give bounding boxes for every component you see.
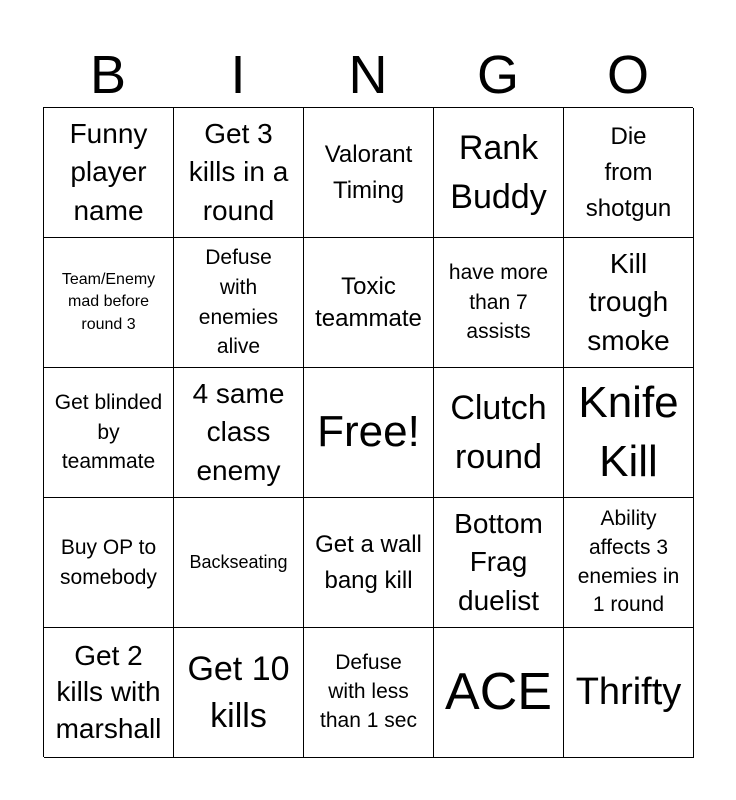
cell-text: Backseating (189, 552, 288, 573)
bingo-cell[interactable] (304, 238, 434, 368)
bingo-cell[interactable] (174, 108, 304, 238)
bingo-cell[interactable] (44, 238, 174, 368)
bingo-cell[interactable] (304, 628, 434, 758)
cell-text: Get 2 kills with marshall (55, 639, 162, 744)
cell-text: Defuse with less than 1 sec (320, 651, 417, 732)
cell-text: Buy OP to somebody (60, 535, 157, 589)
cell-text: Funny player name (69, 118, 148, 226)
bingo-cell[interactable] (174, 238, 304, 368)
bingo-cell[interactable] (564, 498, 694, 628)
bingo-cell[interactable] (564, 368, 694, 498)
bingo-cell[interactable] (434, 108, 564, 238)
cell-text: Bottom Frag duelist (454, 508, 543, 616)
cell-text: Clutch round (450, 388, 547, 476)
cell-text: Toxic teammate (315, 273, 422, 332)
cell-text: Team/Enemy mad before round 3 (61, 270, 156, 333)
cell-text: have more than 7 assists (448, 260, 549, 344)
cell-text: Valorant Timing (324, 140, 413, 204)
cell-text: 4 same class enemy (192, 378, 285, 486)
bingo-cell[interactable] (44, 628, 174, 758)
cell-text: Kill trough smoke (587, 248, 670, 356)
header-letter-o: O (606, 45, 649, 105)
bingo-cell[interactable] (174, 368, 304, 498)
cell-text: Get blinded by teammate (54, 390, 163, 474)
cell-text: ACE (445, 663, 552, 722)
cell-text: Defuse with enemies alive (198, 245, 279, 359)
header-letter-n: N (348, 45, 388, 105)
bingo-cell[interactable] (304, 108, 434, 238)
bingo-board (43, 107, 693, 757)
bingo-cell[interactable] (564, 628, 694, 758)
bingo-cell[interactable] (434, 498, 564, 628)
cell-text: Free! (317, 407, 420, 457)
bingo-cell[interactable] (564, 238, 694, 368)
cell-text: Thrifty (575, 670, 682, 713)
bingo-cell[interactable] (564, 108, 694, 238)
cell-text: Get 10 kills (187, 650, 290, 735)
cell-text: Get a wall bang kill (315, 530, 422, 594)
bingo-cell[interactable] (44, 368, 174, 498)
cell-text: Ability affects 3 enemies in 1 round (577, 506, 680, 617)
bingo-cell[interactable] (44, 498, 174, 628)
bingo-cell[interactable] (434, 368, 564, 498)
bingo-header (43, 42, 693, 108)
cell-text: Die from shotgun (585, 122, 672, 222)
cell-text: Knife Kill (578, 378, 679, 486)
header-letter-g: G (476, 45, 519, 105)
bingo-cell[interactable] (304, 498, 434, 628)
bingo-cell[interactable] (434, 238, 564, 368)
header-letter-b: B (89, 45, 127, 105)
bingo-cell[interactable] (44, 108, 174, 238)
bingo-cell[interactable] (434, 628, 564, 758)
cell-text: Get 3 kills in a round (188, 118, 289, 226)
cell-text: Rank Buddy (450, 128, 547, 216)
bingo-cell free-space[interactable] (304, 368, 434, 498)
header-letter-i: I (230, 45, 246, 105)
bingo-cell[interactable] (174, 498, 304, 628)
bingo-cell[interactable] (174, 628, 304, 758)
